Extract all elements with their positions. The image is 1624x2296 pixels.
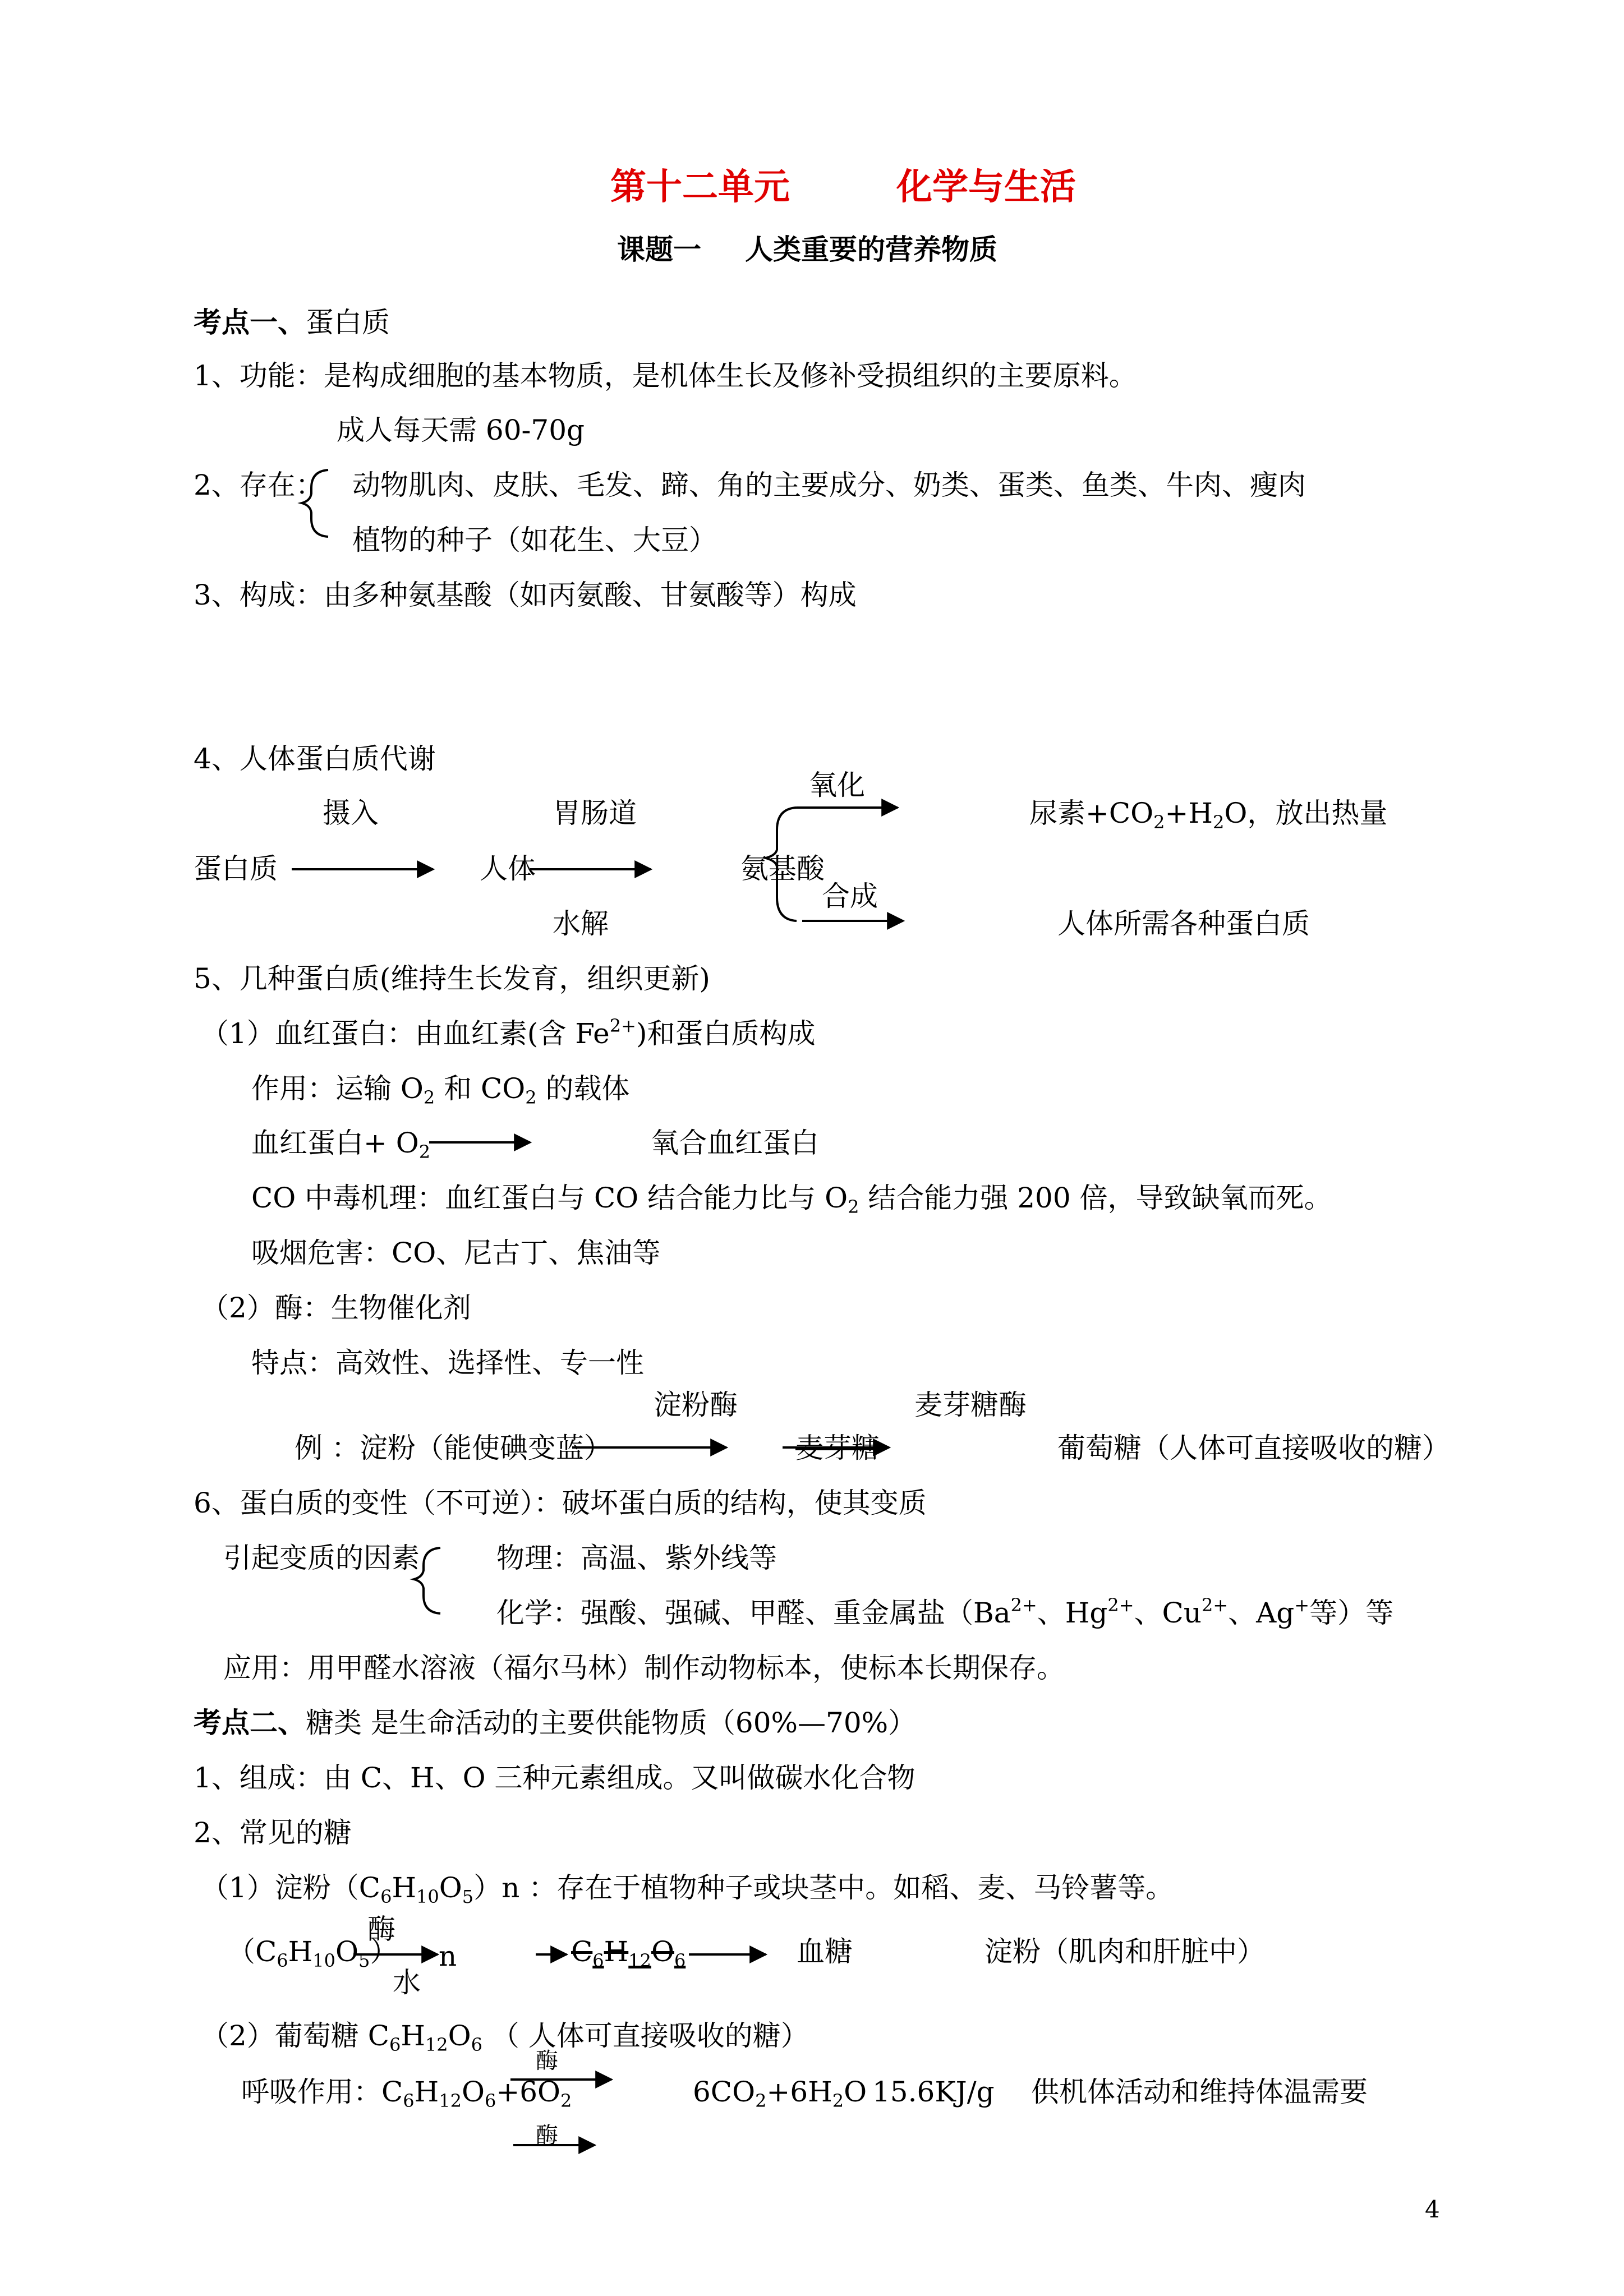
text-line: 4、人体蛋白质代谢 — [194, 743, 436, 775]
section-heading-protein: 考点一、蛋白质 — [194, 306, 390, 339]
text-line: 物理：高温、紫外线等 — [496, 1542, 777, 1574]
diagram-label: 人体 — [480, 852, 536, 885]
text-line: 淀粉（肌肉和肝脏中） — [984, 1935, 1265, 1968]
text-line: CO 中毒机理：血红蛋白与 CO 结合能力比与 $O_2$ 结合能力强 200 倍，导致缺氧而死。 — [251, 1182, 1332, 1218]
diagram-label: 蛋白质 — [194, 852, 278, 885]
page-title-topic: 化学与生活 — [896, 166, 1076, 208]
text-line: 动物肌肉、皮肤、毛发、蹄、角的主要成分、奶类、蛋类、鱼类、牛肉、瘦肉 — [352, 469, 1306, 501]
text-line: 3、构成：由多种氨基酸（如丙氨酸、甘氨酸等）构成 — [194, 579, 857, 611]
diagram-label: 水 — [393, 1966, 421, 1999]
text-line: 植物的种子（如花生、大豆） — [352, 524, 717, 556]
text-line: （2）葡萄糖 $C_6H_{12}O_6$ （ 人体可直接吸收的糖） — [201, 2020, 809, 2055]
text-line: 麦芽糖 — [795, 1432, 880, 1464]
text-line: （1）淀粉$(C_6H_{10}O_5)n$ ：存在于植物种子或块茎中。如稻、麦、马铃薯等。 — [201, 1871, 1174, 1907]
diagram-label: 淀粉酶 — [654, 1389, 738, 1421]
subtitle-topic: 人类重要的营养物质 — [745, 233, 997, 266]
diagram-label: n — [439, 1940, 457, 1972]
text-line: 应用：用甲醛水溶液（福尔马林）制作动物标本，使标本长期保存。 — [223, 1652, 1065, 1684]
text-line: 吸烟危害：CO、尼古丁、焦油等 — [251, 1237, 661, 1269]
text-line: 呼吸作用：$C_6H_{12}O_6+6O_2$ — [241, 2076, 572, 2111]
text-line: $(C_6H_{10}O_5)$ — [227, 1935, 398, 1971]
diagram-label: 摄入 — [323, 797, 379, 829]
diagram-label: 水解 — [553, 907, 609, 940]
diagram-label: 人体所需各种蛋白质 — [1057, 907, 1310, 940]
text-line: （2）酶：生物催化剂 — [201, 1292, 471, 1324]
diagram-label: 胃肠道 — [553, 797, 637, 829]
diagram-label: 酶 — [367, 1913, 395, 1945]
text-line: 特点：高效性、选择性、专一性 — [251, 1347, 644, 1379]
text-line: 2、常见的糖 — [194, 1816, 352, 1849]
text-line: 引起变质的因素 — [223, 1542, 420, 1574]
section-heading-sugar: 考点二、糖类 是生命活动的主要供能物质（60%—70%） — [194, 1706, 917, 1739]
text-line: 血红蛋白+ $O_2$ — [251, 1127, 431, 1163]
text-line: 1、组成：由 C、H、O 三种元素组成。又叫做碳水化合物 — [194, 1762, 915, 1794]
text-line: 葡萄糖（人体可直接吸收的糖） — [1057, 1432, 1450, 1464]
diagram-label: 麦芽糖酶 — [914, 1389, 1027, 1421]
text-line: 作用：运输 $O_2$ 和 $CO_2$ 的载体 — [251, 1072, 630, 1108]
diagram-label: 氧化 — [809, 769, 865, 801]
text-line: $6CO_2+6H_2O$ — [693, 2076, 867, 2111]
text-line: 15.6KJ/g — [872, 2076, 995, 2108]
subtitle-lesson: 课题一 — [617, 233, 701, 266]
page-title-unit: 第十二单元 — [610, 166, 790, 208]
text-line: 供机体活动和维持体温需要 — [1031, 2076, 1368, 2108]
diagram-label: 尿素$+CO_2+H_2O$，放出热量 — [1029, 797, 1388, 833]
page-number: 4 — [1425, 2196, 1440, 2223]
diagram-label: 氨基酸 — [740, 852, 825, 885]
text-line: 化学：强酸、强碱、甲醛、重金属盐（$Ba^{2+}$、$Hg^{2+}$、$Cu^{2+}$、Ag+等）等 — [496, 1594, 1394, 1629]
text-line: （1）血红蛋白：由血红素(含 $Fe^{2+}$)和蛋白质构成 — [201, 1015, 816, 1050]
text-line: 2、存在： — [194, 469, 324, 501]
text-line: 5、几种蛋白质(维持生长发育，组织更新) — [194, 962, 710, 995]
text-line: 6、蛋白质的变性（不可逆）：破坏蛋白质的结构，使其变质 — [194, 1487, 927, 1519]
text-line: 1、功能：是构成细胞的基本物质，是机体生长及修补受损组织的主要原料。 — [194, 359, 1137, 392]
text-line: 氧合血红蛋白 — [651, 1127, 819, 1159]
diagram-label: 酶 — [536, 2123, 558, 2149]
diagram-label: 酶 — [536, 2048, 558, 2074]
text-line: 例 ：淀粉（能使碘变蓝） — [295, 1432, 612, 1464]
text-line: 成人每天需 60-70g — [337, 414, 585, 446]
diagram-label: 合成 — [822, 880, 878, 912]
text-line: 血糖 — [797, 1935, 853, 1968]
text-line: $C_6H_{12}O_6$ — [571, 1935, 686, 1971]
